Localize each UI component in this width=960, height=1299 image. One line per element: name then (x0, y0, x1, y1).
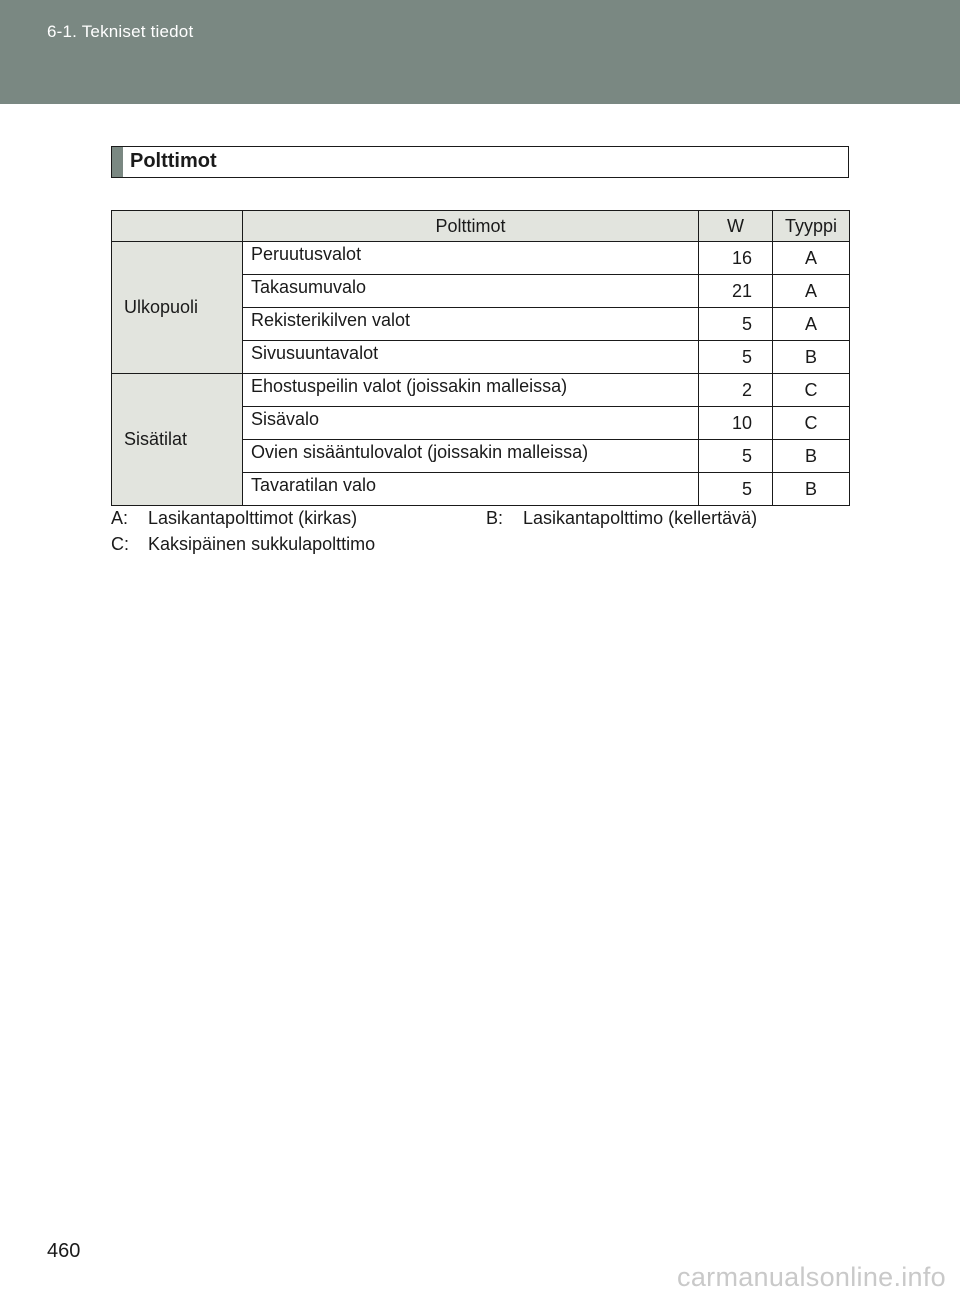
watermark: carmanualsonline.info (677, 1262, 946, 1292)
bulb-type: B (773, 473, 850, 506)
legend-row (111, 505, 851, 531)
table-row (112, 374, 850, 407)
bulb-watt: 5 (699, 308, 773, 341)
bulb-name: Takasumuvalo (243, 275, 699, 308)
bulb-name: Sisävalo (243, 407, 699, 440)
bulb-watt: 2 (699, 374, 773, 407)
bulb-name: Ovien sisääntulovalot (joissakin malleissa) (243, 440, 699, 473)
bulb-name: Rekisterikilven valot (243, 308, 699, 341)
legend-text-a: Lasikantapolttimot (kirkas) (148, 508, 358, 528)
section-title-box (111, 146, 849, 178)
group-interior: Sisätilat (112, 374, 243, 506)
section-title: Polttimot (130, 150, 217, 172)
legend-text-c: Kaksipäinen sukkulapolttimo (148, 534, 376, 554)
bulb-name: Tavaratilan valo (243, 473, 699, 506)
bulb-table (111, 210, 850, 506)
legend-text-b: Lasikantapolttimo (kellertävä) (523, 508, 758, 528)
bulb-type: C (773, 407, 850, 440)
bulb-type: A (773, 242, 850, 275)
header-band (0, 0, 960, 104)
bulb-name: Sivusuuntavalot (243, 341, 699, 374)
group-exterior: Ulkopuoli (112, 242, 243, 374)
section-label: 6-1. Tekniset tiedot (47, 22, 194, 41)
bulb-type: B (773, 440, 850, 473)
table-header-row (112, 211, 850, 242)
bulb-watt: 5 (699, 473, 773, 506)
header-empty-cell (112, 211, 243, 242)
bulb-type: B (773, 341, 850, 374)
page-number: 460 (47, 1240, 81, 1262)
legend-row (111, 531, 851, 557)
bulb-watt: 10 (699, 407, 773, 440)
header-type: Tyyppi (773, 211, 850, 242)
bulb-type: C (773, 374, 850, 407)
legend-key-c: C: (111, 534, 129, 554)
type-legend (111, 505, 851, 557)
bulb-type: A (773, 308, 850, 341)
title-accent-bar (112, 147, 123, 177)
legend-key-a: A: (111, 508, 129, 528)
bulb-watt: 16 (699, 242, 773, 275)
bulb-type: A (773, 275, 850, 308)
bulb-name: Peruutusvalot (243, 242, 699, 275)
bulb-watt: 5 (699, 440, 773, 473)
header-bulb: Polttimot (243, 211, 699, 242)
header-watt: W (699, 211, 773, 242)
bulb-watt: 5 (699, 341, 773, 374)
table-row (112, 242, 850, 275)
bulb-name: Ehostuspeilin valot (joissakin malleissa) (243, 374, 699, 407)
legend-key-b: B: (486, 508, 504, 528)
bulb-watt: 21 (699, 275, 773, 308)
